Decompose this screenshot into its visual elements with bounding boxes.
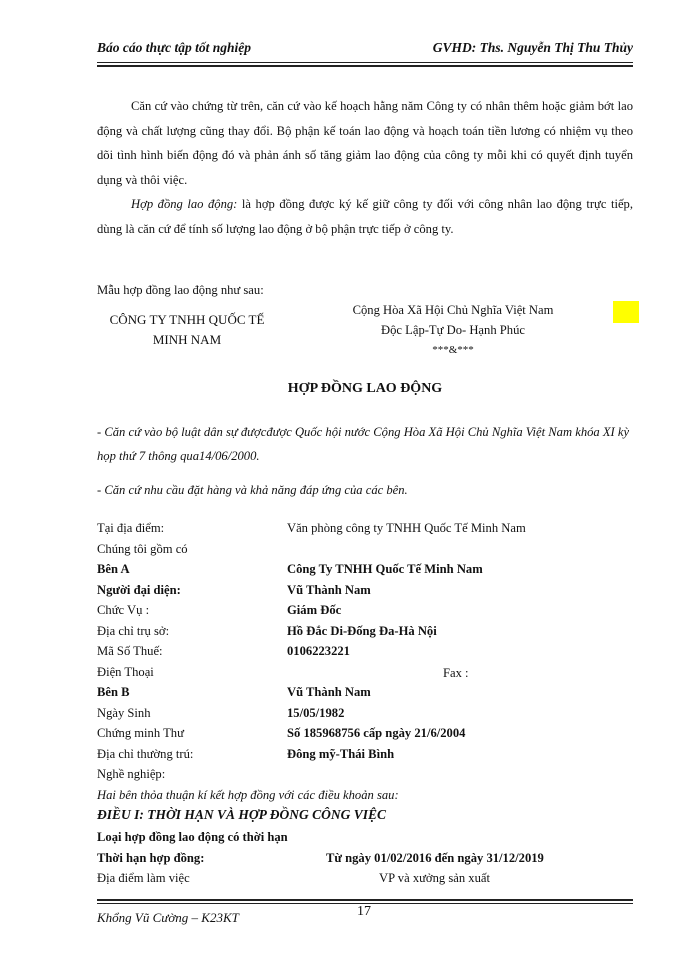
paragraph-2	[97, 192, 633, 241]
field-label: Chúng tôi gồm có	[97, 541, 188, 556]
field-label: Chức Vụ :	[97, 603, 150, 617]
footer-rule-thick	[97, 899, 633, 901]
field-value: Vũ Thành Nam	[287, 685, 371, 699]
page-number: 17	[357, 904, 371, 919]
nation-line-1: Cộng Hòa Xã Hội Chủ Nghĩa Việt Nam	[352, 303, 554, 317]
field-value: 0106223221	[287, 644, 350, 658]
header-rule-thick	[97, 65, 633, 67]
header-right: GVHD: Ths. Nguyễn Thị Thu Thủy	[432, 40, 633, 55]
field-value: Số 185968756 cấp ngày 21/6/2004	[287, 726, 466, 740]
article-1-heading: ĐIỀU I: THỜI HẠN VÀ HỢP ĐỒNG CÔNG VIỆC	[97, 807, 387, 822]
company-line-1: CÔNG TY TNHH QUỐC TẾ	[109, 312, 265, 327]
field-label: Địa chỉ trụ sở:	[97, 623, 170, 638]
agreement-line: Hai bên thỏa thuận kí kết hợp đồng với các điều khoản sau:	[97, 788, 399, 802]
field-label: Người đại diện:	[97, 582, 181, 597]
body-text	[97, 94, 633, 241]
paragraph-2-rest: là hợp đồng được ký kế giữ công ty đối với công nhân lao động trực tiếp, dùng là căn cứ để tính số lượng lao động ở bộ phận trực tiếp ở công ty.	[97, 197, 633, 236]
contract-title: HỢP ĐỒNG LAO ĐỘNG	[287, 381, 443, 396]
contract-type: Loại hợp đồng lao động có thời hạn	[97, 830, 288, 844]
field-value: Giám Đốc	[287, 603, 342, 617]
highlight-mark	[613, 301, 639, 323]
paragraph-1: Căn cứ vào chứng từ trên, căn cứ vào kế hoạch hằng năm Công ty có nhân thêm hoặc giảm bớt lao động và chất lượng cũng thay đổi. Bộ phận kế toán lao động và hoạch toán tiền lương có nhiệm vụ theo dõi tình hình biến động đó và phản ánh số tăng giảm lao động của công ty mỗi khi có quyết định tuyển dụng và thôi việc.	[97, 99, 633, 187]
company-block	[97, 310, 277, 350]
nation-line-2: Độc Lập-Tự Do- Hạnh Phúc	[381, 323, 525, 337]
field-label: Điện Thoại	[97, 664, 154, 679]
nation-ornament: ***&***	[432, 344, 474, 356]
workplace-label: Địa điểm làm việc	[97, 871, 190, 885]
footer-author: Khổng Vũ Cường – K23KT	[97, 910, 239, 925]
field-label: Địa chỉ thường trú:	[97, 746, 194, 761]
field-label: Ngày Sinh	[97, 705, 151, 720]
field-value: Công Ty TNHH Quốc Tế Minh Nam	[287, 562, 483, 576]
term-value: Từ ngày 01/02/2016 đến ngày 31/12/2019	[326, 851, 544, 865]
field-value: Văn phòng công ty TNHH Quốc Tế Minh Nam	[287, 521, 526, 535]
field-label: Mã Số Thuế:	[97, 644, 163, 658]
company-line-2: MINH NAM	[152, 332, 222, 347]
field-value: Vũ Thành Nam	[287, 582, 371, 597]
field-label: Bên B	[97, 685, 130, 699]
basis-2: - Căn cứ nhu cầu đặt hàng và khả năng đáp ứng của các bên.	[97, 483, 408, 497]
fax-label: Fax :	[443, 666, 469, 680]
nation-block	[328, 300, 578, 360]
field-label: Bên A	[97, 562, 130, 576]
workplace-value: VP và xưởng sản xuất	[379, 871, 490, 885]
header-left: Báo cáo thực tập tốt nghiệp	[97, 40, 251, 55]
field-label: Tại địa điểm:	[97, 521, 165, 535]
header-rule	[97, 62, 633, 63]
basis-1: - Căn cứ vào bộ luật dân sự đượcđược Quốc hội nước Cộng Hòa Xã Hội Chủ Nghĩa Việt Nam khóa XI kỳ họp thứ 7 thông qua14/06/2000.	[97, 425, 630, 463]
field-value: 15/05/1982	[287, 705, 345, 720]
term-hop-dong: Hợp đồng lao động:	[131, 197, 238, 211]
term-label: Thời hạn hợp đồng:	[97, 851, 205, 865]
field-value: Đông mỹ-Thái Bình	[287, 746, 395, 761]
form-intro: Mẫu hợp đồng lao động như sau:	[97, 283, 264, 297]
field-label: Nghề nghiệp:	[97, 767, 166, 781]
field-label: Chứng minh Thư	[97, 726, 184, 740]
field-value: Hồ Đắc Di-Đống Đa-Hà Nội	[287, 623, 437, 638]
